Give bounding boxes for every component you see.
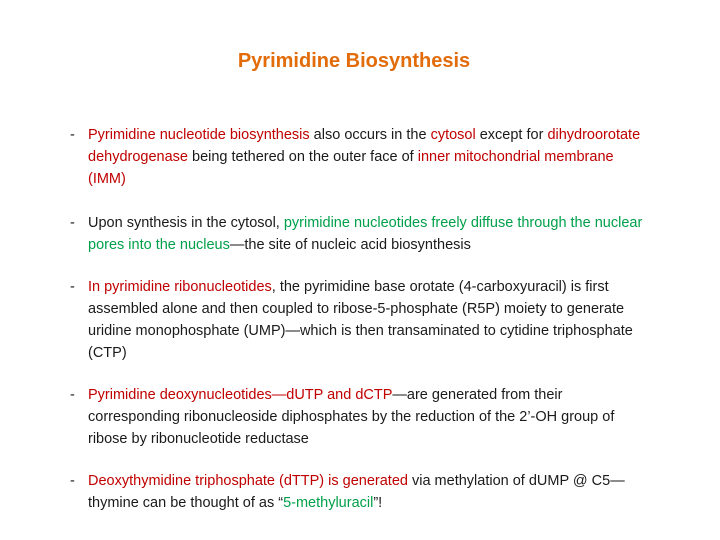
text-plain: ”! xyxy=(373,495,383,511)
text-highlight-red: Pyrimidine nucleotide biosynthesis xyxy=(88,127,310,143)
bullet-item xyxy=(70,124,650,190)
text-highlight-green: pyrimidine nucleotides freely diffuse through the nuclear pores into the nucleus xyxy=(88,215,643,253)
text-highlight-red: inner mitochondrial membrane (IMM) xyxy=(88,149,614,187)
text-highlight-red: Deoxythymidine triphosphate (dTTP) is generated xyxy=(88,473,408,489)
bullet-item xyxy=(70,212,650,256)
text-plain: —the site of nucleic acid biosynthesis xyxy=(229,237,471,253)
text-plain: being tethered on the outer face of xyxy=(187,149,418,165)
bullet-item xyxy=(70,276,650,364)
text-plain: also occurs in the xyxy=(309,127,431,143)
bullet-dash: - xyxy=(70,279,75,295)
bullet-dash: - xyxy=(70,215,75,231)
text-highlight-green: 5-methyluracil xyxy=(283,495,374,511)
bullet-list xyxy=(70,124,650,511)
text-highlight-red: cytosol xyxy=(430,127,476,143)
slide-title: Pyrimidine Biosynthesis xyxy=(237,50,471,72)
text-plain: via methylation of dUMP @ C5—thymine can be thought of as “ xyxy=(88,473,625,511)
bullet-dash: - xyxy=(70,387,75,403)
text-plain: , the pyrimidine base orotate (4-carboxyuracil) is first assembled alone and then coupled to ribose-5-phosphate (R5P) moiety to generate uridine monophosphate (UMP)—which is then transaminated to cytidine triphosphate (CTP) xyxy=(88,279,633,361)
text-plain: except for xyxy=(475,127,548,143)
bullet-item xyxy=(70,384,650,450)
bullet-dash: - xyxy=(70,127,75,143)
bullet-item xyxy=(70,470,650,514)
text-highlight-red: dihydroorotate dehydrogenase xyxy=(88,127,641,165)
bullet-dash: - xyxy=(70,473,75,489)
text-highlight-red: In pyrimidine ribonucleotides xyxy=(88,279,272,295)
text-plain: Upon synthesis in the cytosol, xyxy=(88,215,284,231)
text-highlight-red: Pyrimidine deoxynucleotides—dUTP and dCTP xyxy=(88,387,393,403)
text-plain: —are generated from their corresponding ribonucleoside diphosphates by the reduction of the 2’-OH group of ribose by ribonucleotide reductase xyxy=(88,387,615,447)
